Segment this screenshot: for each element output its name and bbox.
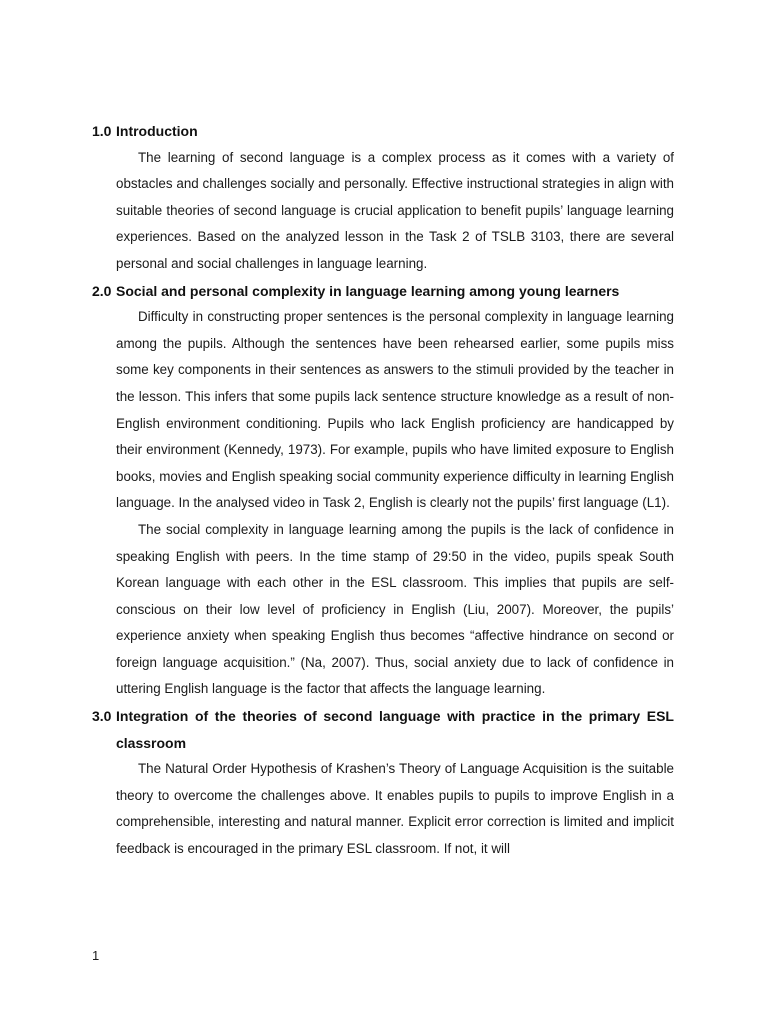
document-body	[92, 118, 674, 863]
section-title: Introduction	[116, 123, 198, 139]
section-number: 3.0	[92, 708, 112, 725]
section-heading-introduction	[92, 118, 674, 145]
paragraph: The learning of second language is a complex process as it comes with a variety of obstacles and challenges socially and personally. Effective instructional strategies in align with suitable theories of second language is crucial application to benefit pupils’ language learning experiences. Based on the analyzed lesson in the Task 2 of TSLB 3103, there are several personal and social challenges in language learning.	[116, 149, 674, 271]
paragraph: Difficulty in constructing proper sentences is the personal complexity in language learning among the pupils. Although the sentences have been rehearsed earlier, some pupils miss some key components in their sentences as answers to the stimuli provided by the teacher in the lesson. This infers that some pupils lack sentence structure knowledge as a result of non-English environment conditioning. Pupils who lack English proficiency are handicapped by their environment (Kennedy, 1973). For example, pupils who have limited exposure to English books, movies and English speaking social community experience difficulty in learning English language. In the analysed video in Task 2, English is clearly not the pupils’ first language (L1).	[116, 309, 674, 511]
section-heading-complexity	[92, 278, 674, 305]
section-title: Integration of the theories of second language with practice in the primary ESL classroom	[116, 708, 674, 751]
section-number: 1.0	[92, 123, 112, 139]
paragraph: The Natural Order Hypothesis of Krashen’s Theory of Language Acquisition is the suitable theory to overcome the challenges above. It enables pupils to pupils to improve English in a comprehensible, interesting and natural manner. Explicit error correction is limited and implicit feedback is encouraged in the primary ESL classroom. If not, it will	[116, 761, 674, 857]
page-number: 1	[92, 948, 100, 963]
section-title: Social and personal complexity in language learning among young learners	[116, 282, 620, 299]
section-number: 2.0	[92, 282, 112, 299]
paragraph: The social complexity in language learning among the pupils is the lack of confidence in speaking English with peers. In the time stamp of 29:50 in the video, pupils speak South Korean language with each other in the ESL classroom. This implies that pupils are self-conscious on their low level of proficiency in English (Liu, 2007). Moreover, the pupils’ experience anxiety when speaking English thus becomes “affective hindrance on second or foreign language acquisition.” (Na, 2007). Thus, social anxiety due to lack of confidence in uttering English language is the factor that affects the language learning.	[116, 521, 674, 697]
section-heading-integration	[92, 703, 674, 756]
